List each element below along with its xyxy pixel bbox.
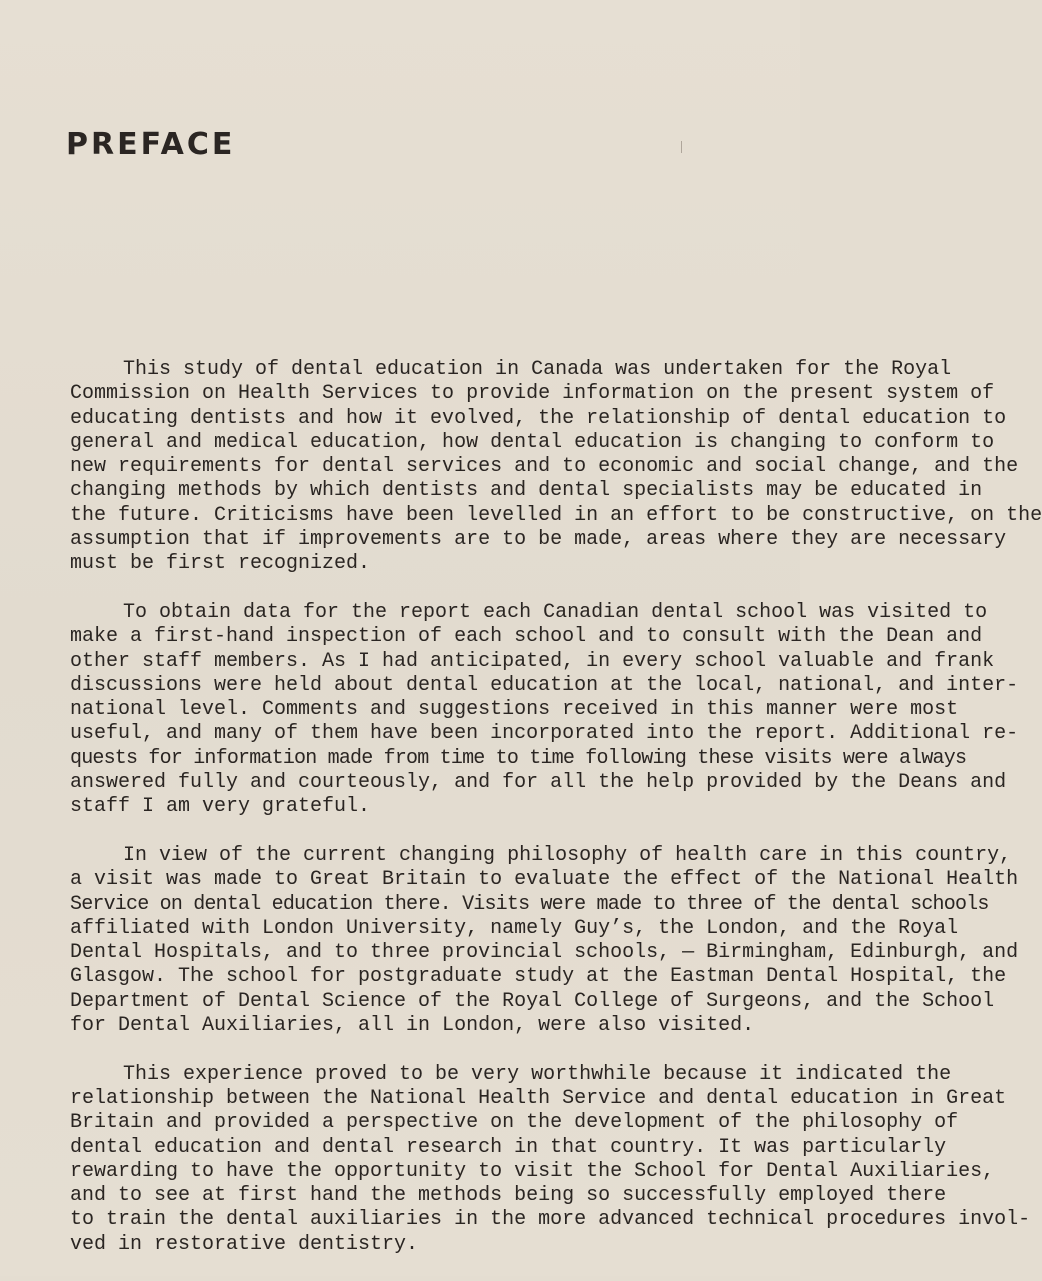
- text-line: national level. Comments and suggestions received in this manner were most: [70, 698, 959, 722]
- text-line: changing methods by which dentists and dental specialists may be educated in: [70, 479, 983, 503]
- text-line: Britain and provided a perspective on the development of the philosophy of: [70, 1111, 959, 1135]
- text-line: In view of the current changing philosophy of health care in this country,: [123, 843, 1012, 867]
- paragraph-1: [70, 358, 1042, 577]
- text-line: to train the dental auxiliaries in the more advanced technical procedures invol-: [70, 1208, 1031, 1232]
- text-line: other staff members. As I had anticipated, in every school valuable and frank: [70, 649, 995, 673]
- text-line: discussions were held about dental education at the local, national, and inter-: [70, 673, 1019, 697]
- text-line: quests for information made from time to time following these visits were always: [70, 746, 967, 770]
- text-line: relationship between the National Health Service and dental education in Great: [70, 1086, 1007, 1110]
- text-line: Commission on Health Services to provide information on the present system of: [70, 382, 995, 406]
- text-line: useful, and many of them have been incorporated into the report. Additional re-: [70, 722, 1019, 746]
- text-line: To obtain data for the report each Canadian dental school was visited to: [123, 600, 988, 624]
- text-line: Dental Hospitals, and to three provincial schools, — Birmingham, Edinburgh, and: [70, 941, 1019, 965]
- text-line: This experience proved to be very worthwhile because it indicated the: [123, 1062, 952, 1086]
- text-line: Glasgow. The school for postgraduate study at the Eastman Dental Hospital, the: [70, 965, 1007, 989]
- text-line: educating dentists and how it evolved, the relationship of dental education to: [70, 406, 1007, 430]
- text-line: and to see at first hand the methods being so successfully employed there: [70, 1184, 947, 1208]
- text-line: staff I am very grateful.: [70, 795, 371, 819]
- text-line: Service on dental education there. Visits were made to three of the dental schools: [70, 892, 989, 916]
- text-line: a visit was made to Great Britain to evaluate the effect of the National Health: [70, 868, 1019, 892]
- text-line: assumption that if improvements are to be made, areas where they are necessary: [70, 528, 1007, 552]
- scan-mark: [681, 141, 682, 153]
- text-line: affiliated with London University, namely Guy’s, the London, and the Royal: [70, 916, 959, 940]
- text-line: This study of dental education in Canada was undertaken for the Royal: [123, 358, 952, 381]
- text-line: new requirements for dental services and to economic and social change, and the: [70, 455, 1019, 479]
- preface-body: [70, 358, 1042, 1281]
- text-line: Department of Dental Science of the Royal College of Surgeons, and the School: [70, 989, 995, 1013]
- text-line: answered fully and courteously, and for all the help provided by the Deans and: [70, 771, 1007, 795]
- paragraph-3: [70, 843, 1019, 1038]
- text-line: make a first-hand inspection of each school and to consult with the Dean and: [70, 625, 983, 649]
- paragraph-2: [70, 600, 1019, 820]
- text-line: general and medical education, how dental education is changing to conform to: [70, 430, 995, 454]
- page-title: PREFACE: [66, 127, 236, 162]
- text-line: the future. Criticisms have been levelled in an effort to be constructive, on the: [70, 503, 1042, 527]
- text-line: dental education and dental research in that country. It was particularly: [70, 1135, 947, 1159]
- text-line: rewarding to have the opportunity to visit the School for Dental Auxiliaries,: [70, 1159, 995, 1183]
- paragraph-4: [70, 1062, 1031, 1257]
- text-line: must be first recognized.: [70, 552, 371, 576]
- text-line: ved in restorative dentistry.: [70, 1232, 419, 1256]
- text-line: for Dental Auxiliaries, all in London, were also visited.: [70, 1014, 755, 1038]
